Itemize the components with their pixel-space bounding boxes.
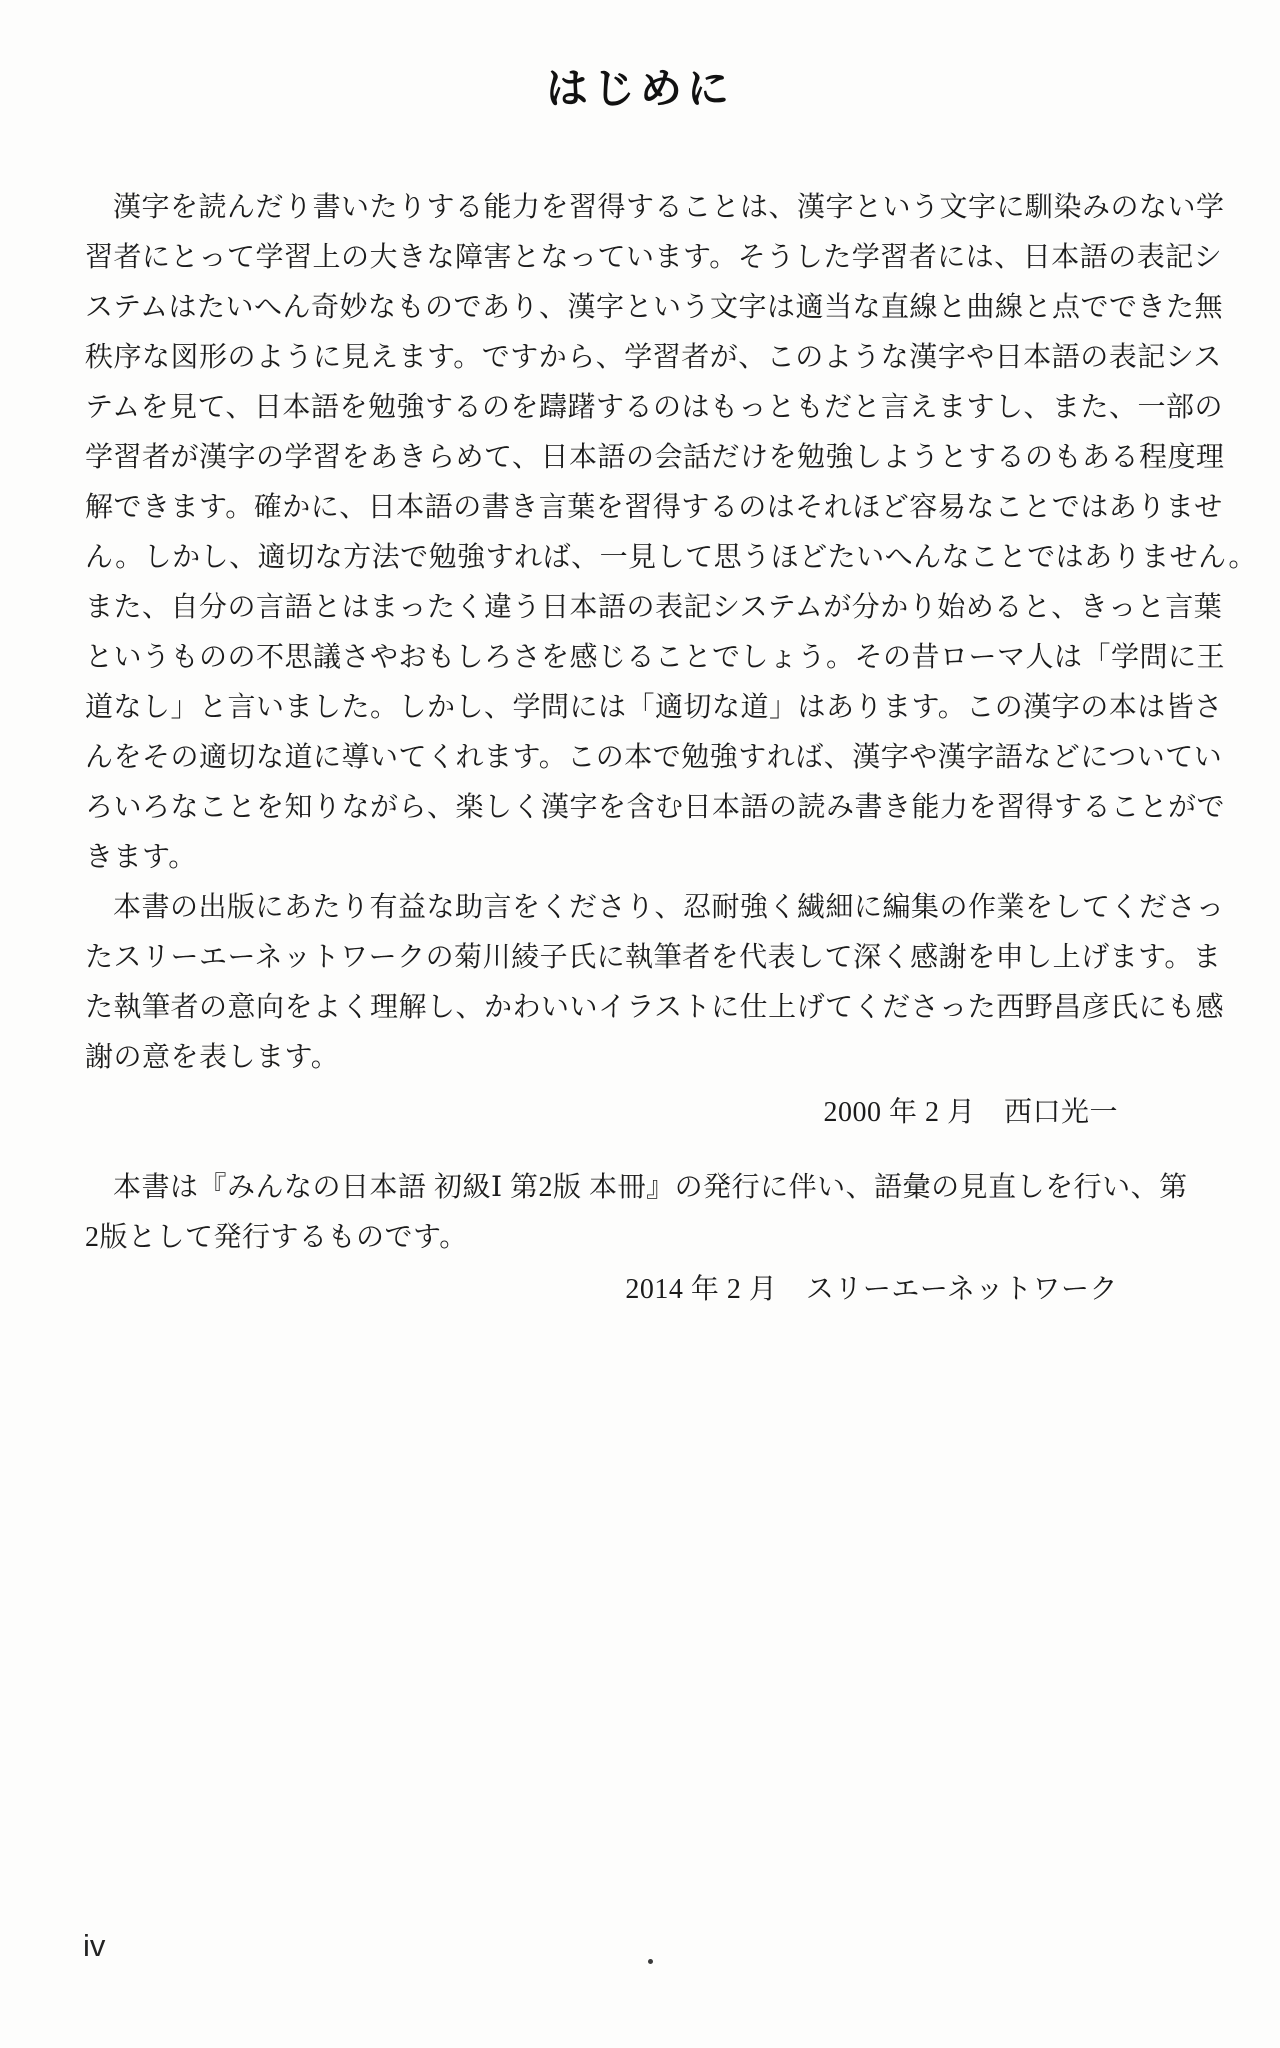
paragraph-3-edition-note: [85, 1163, 1213, 1263]
text-line: というものの不思議さやおもしろさを感じることでしょう。その昔ローマ人は「学問に王: [85, 642, 1226, 673]
body-text-block: [85, 183, 1257, 1315]
text-line: 漢字を読んだり書いたりする能力を習得することは、漢字という文字に馴染みのない学: [113, 192, 1225, 223]
scan-artifact-dot: [648, 1959, 653, 1964]
text-line: テムを見て、日本語を勉強するのを躊躇するのはもっともだと言えますし、また、一部の: [85, 392, 1224, 423]
text-line: きます。: [85, 842, 197, 873]
text-line: また、自分の言語とはまったく違う日本語の表記システムが分かり始めると、きっと言葉: [85, 592, 1223, 623]
text-line: ろいろなことを知りながら、楽しく漢字を含む日本語の読み書き能力を習得することがで: [85, 792, 1226, 823]
text-line: たスリーエーネットワークの菊川綾子氏に執筆者を代表して深く感謝を申し上げます。ま: [85, 942, 1222, 973]
text-line: 学習者が漢字の学習をあきらめて、日本語の会話だけを勉強しようとするのもある程度理: [85, 442, 1225, 473]
text-line: 本書の出版にあたり有益な助言をくださり、忍耐強く繊細に編集の作業をしてくださっ: [113, 892, 1225, 923]
page-title: はじめに: [545, 65, 734, 112]
text-line: 習者にとって学習上の大きな障害となっています。そうした学習者には、日本語の表記シ: [85, 242, 1223, 273]
text-line: んをその適切な道に導いてくれます。この本で勉強すれば、漢字や漢字語などについてい: [85, 742, 1223, 773]
signature-date-author: 2000 年 2 月 西口光一: [823, 1097, 1118, 1128]
text-line: 2版として発行するものです。: [85, 1222, 468, 1253]
signature-date-publisher: 2014 年 2 月 スリーエーネットワーク: [625, 1274, 1118, 1305]
text-line: ん。しかし、適切な方法で勉強すれば、一見して思うほどたいへんなことではありません。: [85, 542, 1257, 573]
text-line: 解できます。確かに、日本語の書き言葉を習得するのはそれほど容易なことではありませ: [85, 492, 1223, 523]
paragraph-1: [85, 183, 1257, 883]
text-line: 謝の意を表します。: [85, 1042, 340, 1073]
text-line: 秩序な図形のように見えます。ですから、学習者が、このような漢字や日本語の表記シス: [85, 342, 1222, 373]
page-number: iv: [83, 1928, 106, 1963]
text-line: 本書は『みんなの日本語 初級Ⅰ 第2版 本冊』の発行に伴い、語彙の見直しを行い、第: [113, 1172, 1188, 1203]
text-line: た執筆者の意向をよく理解し、かわいいイラストに仕上げてくださった西野昌彦氏にも感: [85, 992, 1225, 1023]
text-line: ステムはたいへん奇妙なものであり、漢字という文字は適当な直線と曲線と点でできた無: [85, 292, 1224, 323]
paragraph-2-acknowledgements: [85, 883, 1225, 1083]
text-line: 道なし」と言いました。しかし、学問には「適切な道」はあります。この漢字の本は皆さ: [85, 692, 1223, 723]
